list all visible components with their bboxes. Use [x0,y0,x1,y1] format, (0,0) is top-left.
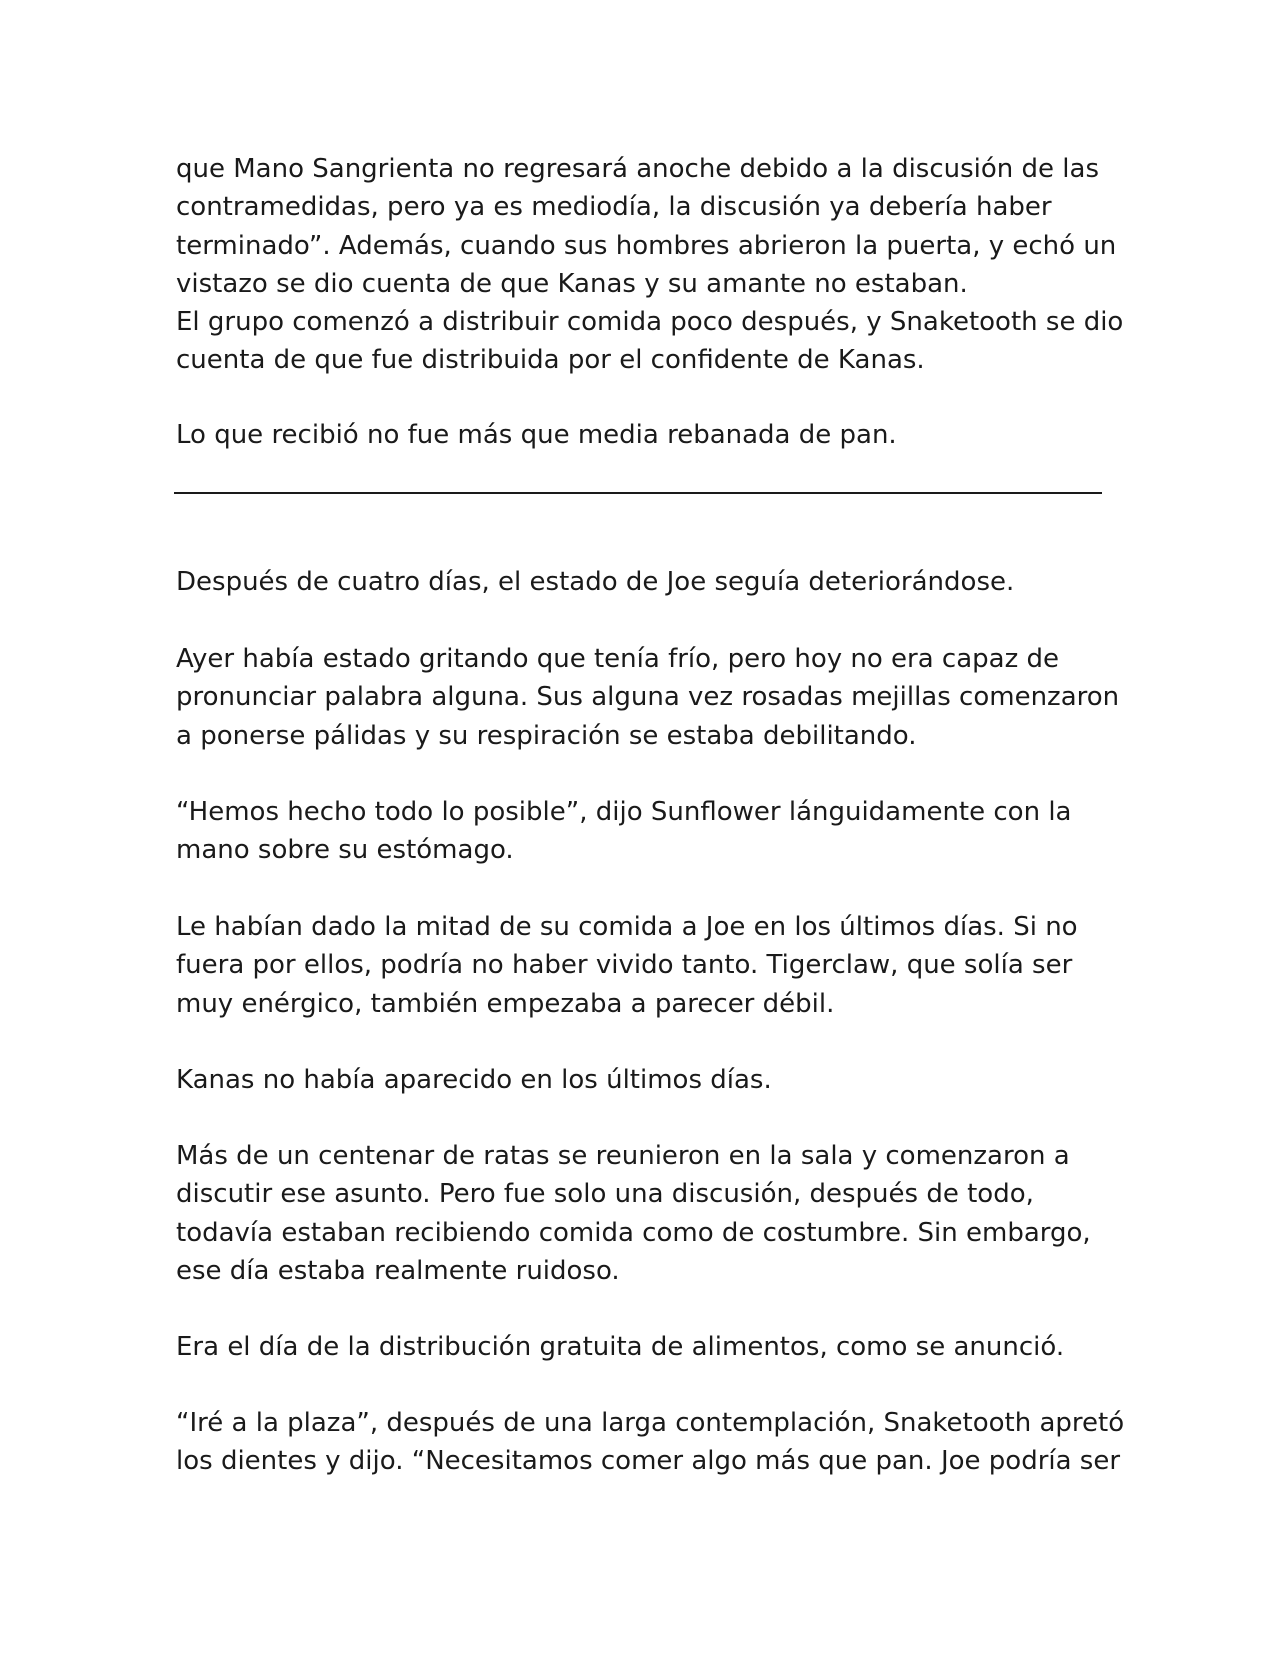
text-line: “Iré a la plaza”, después de una larga contemplación, Snaketooth apretó [176,1408,1125,1438]
text-line: ese día estaba realmente ruidoso. [176,1255,620,1286]
paragraph [176,1061,1106,1099]
text-line: Más de un centenar de ratas se reunieron en la sala y comenzaron a [176,1141,1070,1171]
text-line: terminado”. Además, cuando sus hombres abrieron la puerta, y echó un [176,230,1117,261]
text-line: Era el día de la distribución gratuita de alimentos, como se anunció. [176,1332,1065,1362]
text-line: Después de cuatro días, el estado de Joe seguía deteriorándose. [176,567,1015,597]
text-line: los dientes y dijo. “Necesitamos comer algo más que pan. Joe podría ser [176,1446,1121,1477]
text-line: Le habían dado la mitad de su comida a Joe en los últimos días. Si no [176,912,1078,942]
paragraph [176,1328,1106,1366]
text-line: discutir ese asunto. Pero fue solo una discusión, después de todo, [176,1179,1034,1210]
text-line: contramedidas, pero ya es mediodía, la discusión ya debería haber [176,192,1052,223]
text-line: fuera por ellos, podría no haber vivido tanto. Tigerclaw, que solía ser [176,950,1073,981]
paragraph [176,416,1106,454]
paragraph [176,908,1106,1023]
text-line: mano sobre su estómago. [176,835,514,866]
paragraph [176,1404,1125,1481]
text-line: a ponerse pálidas y su respiración se estaba debilitando. [176,720,917,751]
text-line: vistazo se dio cuenta de que Kanas y su amante no estaban. [176,268,968,299]
text-line: Lo que recibió no fue más que media rebanada de pan. [176,420,897,450]
text-line: Ayer había estado gritando que tenía frío, pero hoy no era capaz de [176,644,1060,674]
text-line: pronunciar palabra alguna. Sus alguna vez rosadas mejillas comenzaron [176,682,1120,713]
paragraph [176,1137,1106,1290]
paragraph [176,150,1124,380]
text-line: muy enérgico, también empezaba a parecer débil. [176,988,835,1019]
section-divider [174,492,1102,494]
text-line: que Mano Sangrienta no regresará anoche debido a la discusión de las [176,154,1100,184]
text-line: “Hemos hecho todo lo posible”, dijo Sunflower lánguidamente con la [176,797,1072,827]
text-line: Kanas no había aparecido en los últimos días. [176,1065,772,1095]
paragraph [176,793,1106,870]
paragraph [176,640,1120,755]
text-line: todavía estaban recibiendo comida como de costumbre. Sin embargo, [176,1217,1091,1248]
text-line: cuenta de que fue distribuida por el confidente de Kanas. [176,345,925,376]
text-line: El grupo comenzó a distribuir comida poco después, y Snaketooth se dio [176,307,1124,338]
paragraph [176,563,1106,601]
